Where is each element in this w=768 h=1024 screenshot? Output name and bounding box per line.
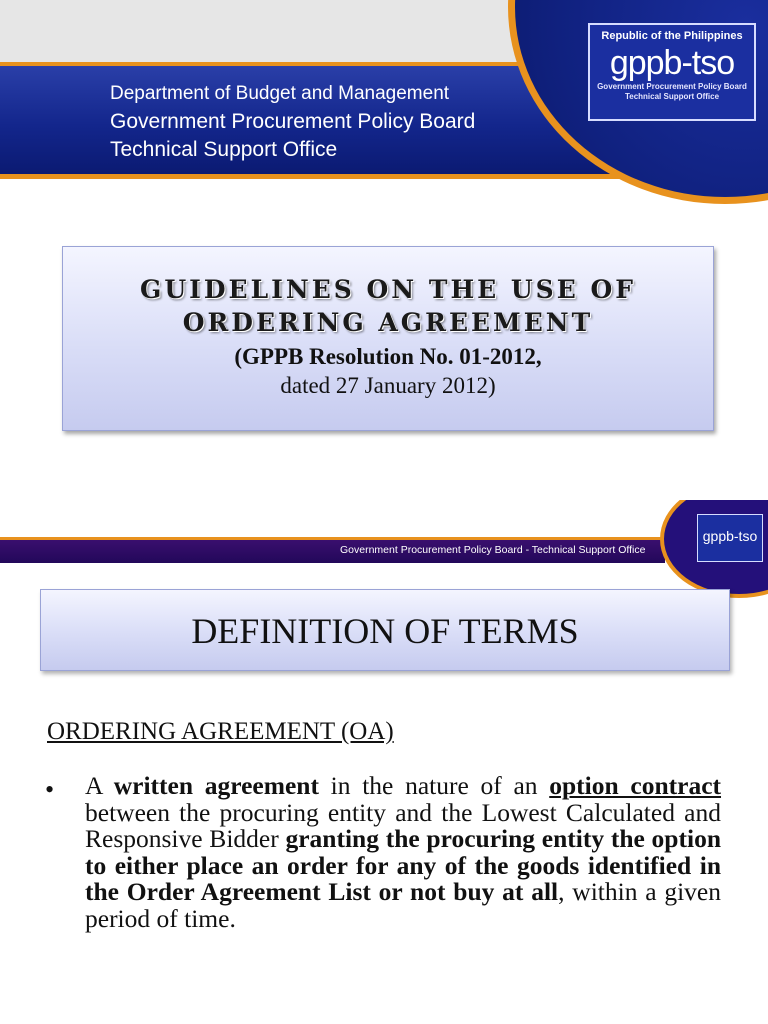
bullet-point: • xyxy=(45,775,55,804)
slide-title-line-1: GUIDELINES ON THE USE OF xyxy=(140,275,636,304)
resolution-reference: (GPPB Resolution No. 01-2012, xyxy=(234,344,542,369)
logo-wordmark: gppb-tso xyxy=(702,528,758,544)
logo-country-text: Republic of the Philippines xyxy=(601,30,743,42)
term-definition xyxy=(85,773,721,932)
slide-title-line-2: ORDERING AGREEMENT xyxy=(182,308,594,337)
title-slide xyxy=(0,0,768,500)
logo-wordmark: gppb-tso xyxy=(609,44,735,82)
definition-underlined-text: option contract xyxy=(549,771,722,800)
definition-text: between the procuring entity and the Lowest Calculated and Responsive Bidder xyxy=(85,797,721,853)
gppb-tso-logo xyxy=(588,23,756,121)
title-box xyxy=(62,246,714,431)
definition-text: , within a given period of time. xyxy=(85,877,721,933)
definition-slide xyxy=(0,500,768,1024)
header-organization-text: Government Procurement Policy Board - Technical Support Office xyxy=(340,544,646,556)
definition-text: in the nature of an xyxy=(318,771,550,800)
definition-bold-text: granting the procuring entity the option to either place an order for any of the goods identified in the Order Agreement List or not buy at all xyxy=(85,824,721,906)
department-name: Department of Budget and Management xyxy=(110,83,450,104)
definition-bold-text: written agreement xyxy=(113,771,319,800)
logo-subtitle-2: Technical Support Office xyxy=(624,92,720,101)
slide-title xyxy=(63,273,713,339)
definition-text: A xyxy=(85,771,114,800)
section-title-box xyxy=(40,589,730,671)
section-title: DEFINITION OF TERMS xyxy=(191,611,579,651)
resolution-date: dated 27 January 2012) xyxy=(280,373,496,398)
logo-subtitle-1: Government Procurement Policy Board xyxy=(597,82,747,91)
header-organization-text xyxy=(110,80,475,164)
office-name: Technical Support Office xyxy=(110,138,338,161)
board-name: Government Procurement Policy Board xyxy=(110,110,476,133)
term-heading: ORDERING AGREEMENT (OA) xyxy=(47,718,394,745)
gppb-tso-logo-small xyxy=(697,514,763,562)
